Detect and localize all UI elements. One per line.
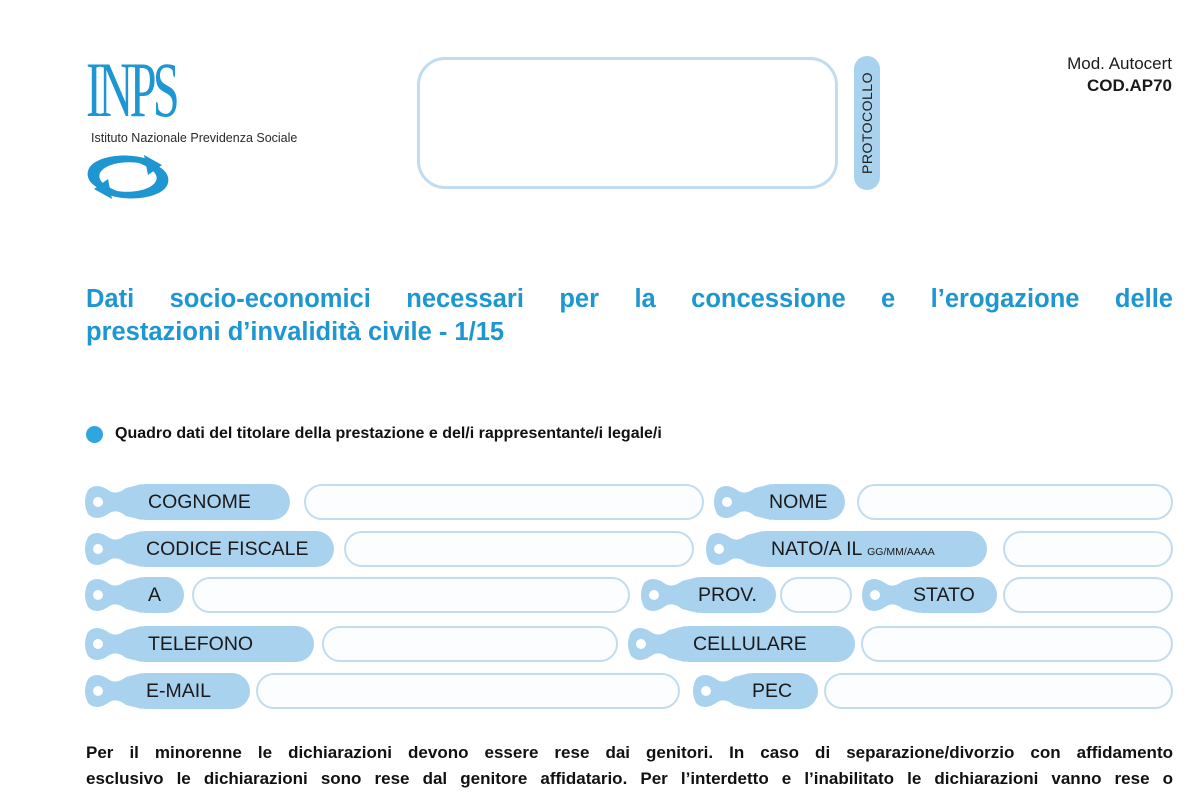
input-prov[interactable] <box>780 577 852 613</box>
section-header <box>86 425 662 443</box>
module-name: Mod. Autocert <box>1067 54 1172 73</box>
input-stato[interactable] <box>1003 577 1173 613</box>
module-code: COD.AP70 <box>1086 76 1172 95</box>
title-line-1: Dati socio-economici necessari per la concessione e l’erogazione delle <box>86 285 1173 313</box>
input-luogo[interactable] <box>192 577 630 613</box>
protocol-tab <box>854 56 880 190</box>
label-cellulare: CELLULARE <box>693 633 807 655</box>
field-nome <box>711 482 1173 522</box>
input-codice-fiscale[interactable] <box>344 531 694 567</box>
field-email <box>82 671 680 711</box>
note-line-2: esclusivo le dichiarazioni sono rese dal genitore affidatario. Per l’interdetto e l’inabilitato le dichiarazioni vanno rese o <box>86 769 1173 788</box>
field-luogo <box>82 575 630 615</box>
date-format-hint: GG/MM/AAAA <box>867 546 935 558</box>
input-cellulare[interactable] <box>861 626 1173 662</box>
protocol-input-box[interactable] <box>417 57 838 189</box>
circular-arrows-icon <box>82 151 174 203</box>
label-nato-il <box>771 529 935 569</box>
logo-wordmark: INPS <box>86 46 176 133</box>
field-pec <box>690 671 1173 711</box>
input-pec[interactable] <box>824 673 1173 709</box>
protocol-label: PROTOCOLLO <box>859 72 875 174</box>
page-title <box>86 283 1173 349</box>
label-prov: PROV. <box>698 584 757 606</box>
field-stato <box>859 575 1173 615</box>
field-cellulare <box>625 624 1173 664</box>
minor-declaration-note <box>86 740 1173 792</box>
label-email: E-MAIL <box>146 680 212 702</box>
label-codice-fiscale: CODICE FISCALE <box>146 538 309 560</box>
label-cognome: COGNOME <box>148 491 251 513</box>
input-nome[interactable] <box>857 484 1173 520</box>
field-codice-fiscale <box>82 529 694 569</box>
bullet-icon <box>86 426 103 443</box>
section-label: Quadro dati del titolare della prestazione e del/i rappresentante/i legale/i <box>115 425 662 442</box>
logo-subtitle: Istituto Nazionale Previdenza Sociale <box>91 131 298 145</box>
input-nato-il[interactable] <box>1003 531 1173 567</box>
field-cognome <box>82 482 704 522</box>
input-cognome[interactable] <box>304 484 704 520</box>
label-stato: STATO <box>913 584 975 606</box>
field-prov <box>638 575 852 615</box>
title-line-2: prestazioni d’invalidità civile - 1/15 <box>86 318 505 346</box>
label-pec: PEC <box>752 680 793 702</box>
label-nome: NOME <box>769 491 828 513</box>
input-email[interactable] <box>256 673 680 709</box>
label-nato-il-text: NATO/A IL <box>771 538 862 560</box>
module-info <box>1067 53 1172 97</box>
input-telefono[interactable] <box>322 626 618 662</box>
label-telefono: TELEFONO <box>148 633 254 655</box>
inps-logo <box>86 46 346 145</box>
note-line-1: Per il minorenne le dichiarazioni devono essere rese dai genitori. In caso di separazione/divorzio con affidamento <box>86 743 1173 762</box>
field-telefono <box>82 624 618 664</box>
field-nato-il <box>703 529 1173 569</box>
label-luogo: A <box>148 584 162 606</box>
